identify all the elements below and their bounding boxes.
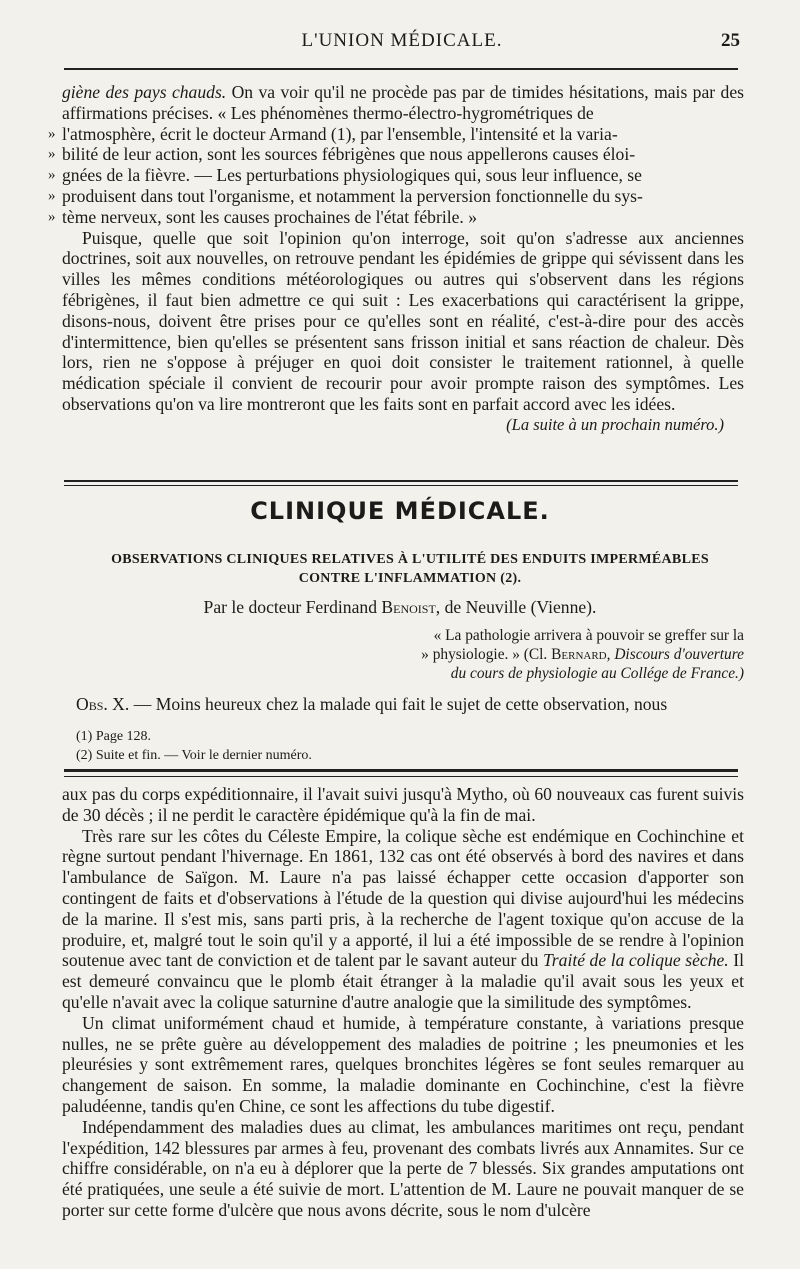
author-name: Benoist <box>381 597 436 617</box>
running-title: L'UNION MÉDICALE. <box>301 30 503 51</box>
divider-thick <box>64 769 738 772</box>
page-number: 25 <box>721 30 740 51</box>
byline-suffix: , de Neuville (Vienne). <box>435 597 597 617</box>
epigraph-line-3: du cours de physiologie au Collége de France.) <box>450 665 744 682</box>
book-title: Traité de la colique sèche. <box>542 950 729 971</box>
p1-lead: giène des pays chauds. <box>62 82 227 102</box>
bottom-article <box>62 784 744 1221</box>
epigraph-text: » physiologie. » (Cl. <box>421 646 552 663</box>
observation-label: Obs. X. <box>76 694 130 714</box>
epigraph-source: , Discours d'ouverture <box>606 646 744 663</box>
paragraph-grippe: Puisque, quelle que soit l'opinion qu'on interroge, soit qu'on s'adresse aux anciennes doctrines, soit aux nouvelles, on retrouve pendant les épidémies de grippe qui sévissent dans les villes les mêmes conditions météorologiques ou autres qui s'observent dans les régions fébrigènes, il faut bien admettre ce qui suit : Les exacerbations qui caractérisent la grippe, disons-nous, doivent être prises pour ce qu'elles sont en réalité, c'est-à-dire pour des accès d'intermittence, bien qu'elles se présentent sans frisson initial et sans réaction de chaleur. Dès lors, rien ne s'oppose à préjuger en quoi doit consister le traitement rationnel, à quelle médication spéciale il convient de recourir pour avoir prompte raison des symptômes. Les observations qu'on va lire montreront que les faits sont en parfait accord avec les idées. <box>62 227 744 414</box>
quote-line: » bilité de leur action, sont les sources fébrigènes que nous appellerons causes éloi- <box>62 144 744 165</box>
suite-note: (La suite à un prochain numéro.) <box>506 414 724 434</box>
section-rule-top-thin <box>64 485 738 486</box>
article-title-line-2: CONTRE L'INFLAMMATION (2). <box>298 571 522 586</box>
byline-prefix: Par le docteur Ferdinand <box>203 597 382 617</box>
epigraph <box>394 626 744 683</box>
section-title: CLINIQUE MÉDICALE. <box>250 497 550 525</box>
divider-thin <box>64 776 738 777</box>
section-rule-top <box>64 480 738 482</box>
header-rule <box>64 68 738 70</box>
top-article-continuation <box>62 82 744 436</box>
quote-line: » gnées de la fièvre. — Les perturbations physiologiques qui, sous leur influence, se <box>62 165 744 186</box>
article-title <box>80 550 740 588</box>
epigraph-author: Bernard <box>551 646 607 663</box>
observation-text: — Moins heureux chez la malade qui fait le sujet de cette observation, nous <box>129 694 668 714</box>
byline <box>60 597 740 618</box>
paragraph-b2-b: Il est demeuré convaincu que le plomb était étranger à la maladie qu'il avait sous les yeux et qu'elle n'avait avec la colique saturnine d'autre analogie que la similitude des symptômes. <box>62 950 744 1012</box>
paragraph-b4: Indépendamment des maladies dues au climat, les ambulances maritimes ont reçu, pendant l'expédition, 142 blessures par armes à feu, provenant des combats livrés aux Annamites. Sur ce chiffre considérable, on n'a eu à déplorer que la perte de 7 blessés. Six grandes amputations ont été pratiquées, une seule a été suivie de mort. L'attention de M. Laure ne pouvait manquer de se porter sur cette forme d'ulcère que nous avons décrite, sous le nom d'ulcère <box>62 1116 744 1220</box>
article-title-line-1: OBSERVATIONS CLINIQUES RELATIVES À L'UTILITÉ DES ENDUITS IMPERMÉABLES <box>111 552 709 567</box>
epigraph-line-2 <box>394 645 744 664</box>
paragraph-b2-a: Très rare sur les côtes du Céleste Empire, la colique sèche est endémique en Cochinchine et règne surtout pendant l'hivernage. En 1861, 132 cas ont été observés à bord des navires et dans l'ambulance de Saïgon. M. Laure n'a pas laissé échapper cette occasion d'apporter son contingent de faits et d'observations à l'étude de la question qui divise aujourd'hui les médecins de la marine. Il s'est mis, sans parti pris, à la recherche de l'agent toxique qu'on accuse de la produire, et, malgré tout le soin qu'il y a apporté, il lui a été impossible de se rendre à l'opinion soutenue avec tant de conviction et de talent par le savant auteur du <box>62 825 744 971</box>
paragraph-b3: Un climat uniformément chaud et humide, à température constante, à variations presque nulles, ne se prête guère au développement des maladies de poitrine ; les pneumonies et les pleurésies y sont extrêmement rares, quelques bronchites légères se font seules remarquer au changement de saison. En somme, la maladie dominante en Cochinchine, c'est la fièvre paludéenne, tandis qu'en Chine, ce sont les affections du tube digestif. <box>62 1012 744 1116</box>
epigraph-line-1: « La pathologie arrivera à pouvoir se greffer sur la <box>433 627 744 644</box>
footnote-2: (2) Suite et fin. — Voir le dernier numéro. <box>76 748 312 763</box>
paragraph-b1: aux pas du corps expéditionnaire, il l'avait suivi jusqu'à Mytho, où 60 nouveaux cas furent suivis de 30 décès ; il ne perdit le caractère épidémique qu'à la fin de mai. <box>62 784 744 825</box>
quote-line: » tème nerveux, sont les causes prochaines de l'état fébrile. » <box>62 207 744 228</box>
footnotes <box>76 727 312 765</box>
paragraph-b2 <box>62 826 744 1013</box>
quote-line: » l'atmosphère, écrit le docteur Armand (1), par l'ensemble, l'intensité et la varia- <box>62 124 744 145</box>
quote-line: » produisent dans tout l'organisme, et notamment la perversion fonctionnelle du sys- <box>62 186 744 207</box>
footnote-1: (1) Page 128. <box>76 729 152 744</box>
observation-start <box>76 694 742 715</box>
page-header <box>64 30 740 60</box>
p1-rest: On va voir qu'il ne procède pas par de timides hésitations, mais par des affirmations précises. « Les phénomènes thermo-électro-hygrométriques de <box>62 82 744 123</box>
